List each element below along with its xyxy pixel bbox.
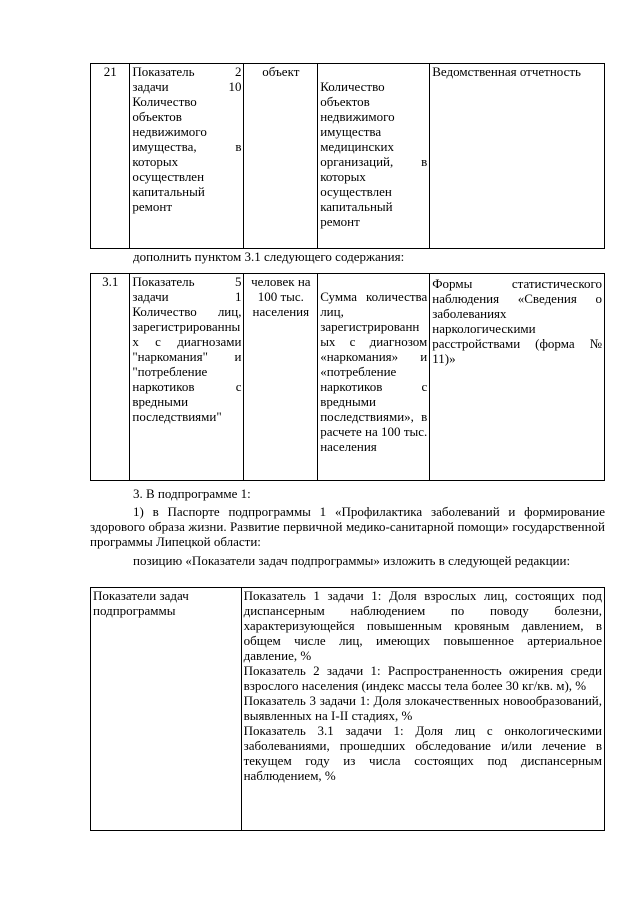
- row-number: 21: [91, 64, 130, 249]
- source-cell: Формы статистического наблюдения «Сведения о заболеваниях наркологическими расстройствами (форма № 11)»: [430, 274, 605, 481]
- section-3-heading: 3. В подпрограмме 1:: [133, 486, 251, 501]
- position-paragraph: позицию «Показатели задач подпрограммы» изложить в следующей редакции:: [133, 553, 571, 568]
- passport-values-cell: [241, 588, 604, 831]
- indicator-item: Показатель 2 задачи 1: Распространенность ожирения среди взрослого населения (индекс массы тела более 30 кг/кв. м), %: [243, 663, 602, 693]
- row-number: 3.1: [91, 274, 130, 481]
- unit-cell: человек на 100 тыс. населения: [244, 274, 318, 481]
- add-clause-paragraph: дополнить пунктом 3.1 следующего содержания:: [133, 249, 405, 264]
- indicator-item: Показатель 1 задачи 1: Доля взрослых лиц, состоящих под диспансерным наблюдением по поводу болезни, характеризующейся повышенным кровяным давлением, в общем числе лиц, имеющих повышенное артериальное давление, %: [243, 588, 602, 663]
- unit-cell: объект: [244, 64, 318, 249]
- passport-table: [90, 587, 605, 831]
- formula-cell: Количество объектов недвижимого имущества медицинских организаций, в которых осуществлен капитальный ремонт: [318, 64, 430, 249]
- table-row-3-1: [90, 273, 605, 481]
- source-cell: Ведомственная отчетность: [430, 64, 605, 249]
- passport-paragraph: 1) в Паспорте подпрограммы 1 «Профилактика заболеваний и формирование здорового образа жизни. Развитие первичной медико-санитарной помощи» государственной программы Липецкой области:: [90, 504, 605, 549]
- passport-label-cell: Показатели задач подпрограммы: [91, 588, 242, 831]
- indicator-item: Показатель 3.1 задачи 1: Доля лиц с онкологическими заболеваниями, прошедших обследование и/или лечение в текущем году из числа состоящих под диспансерным наблюдением, %: [243, 723, 602, 783]
- formula-cell: Сумма количества лиц, зарегистрированных с диагнозом «наркомания» и «потребление наркотиков с вредными последствиями», в расчете на 100 тыс. населения: [318, 274, 430, 481]
- table-row-21: [90, 63, 605, 249]
- indicator-cell: Показатель 5 задачи 1 Количество лиц, зарегистрированных с диагнозами "наркомания" и "потребление наркотиков с вредными последствиями": [130, 274, 244, 481]
- indicator-cell: Показатель 2 задачи 10 Количество объектов недвижимого имущества, в которых осуществлен капитальный ремонт: [130, 64, 244, 249]
- indicator-item: Показатель 3 задачи 1: Доля злокачественных новообразований, выявленных на I-II стадиях, %: [243, 693, 602, 723]
